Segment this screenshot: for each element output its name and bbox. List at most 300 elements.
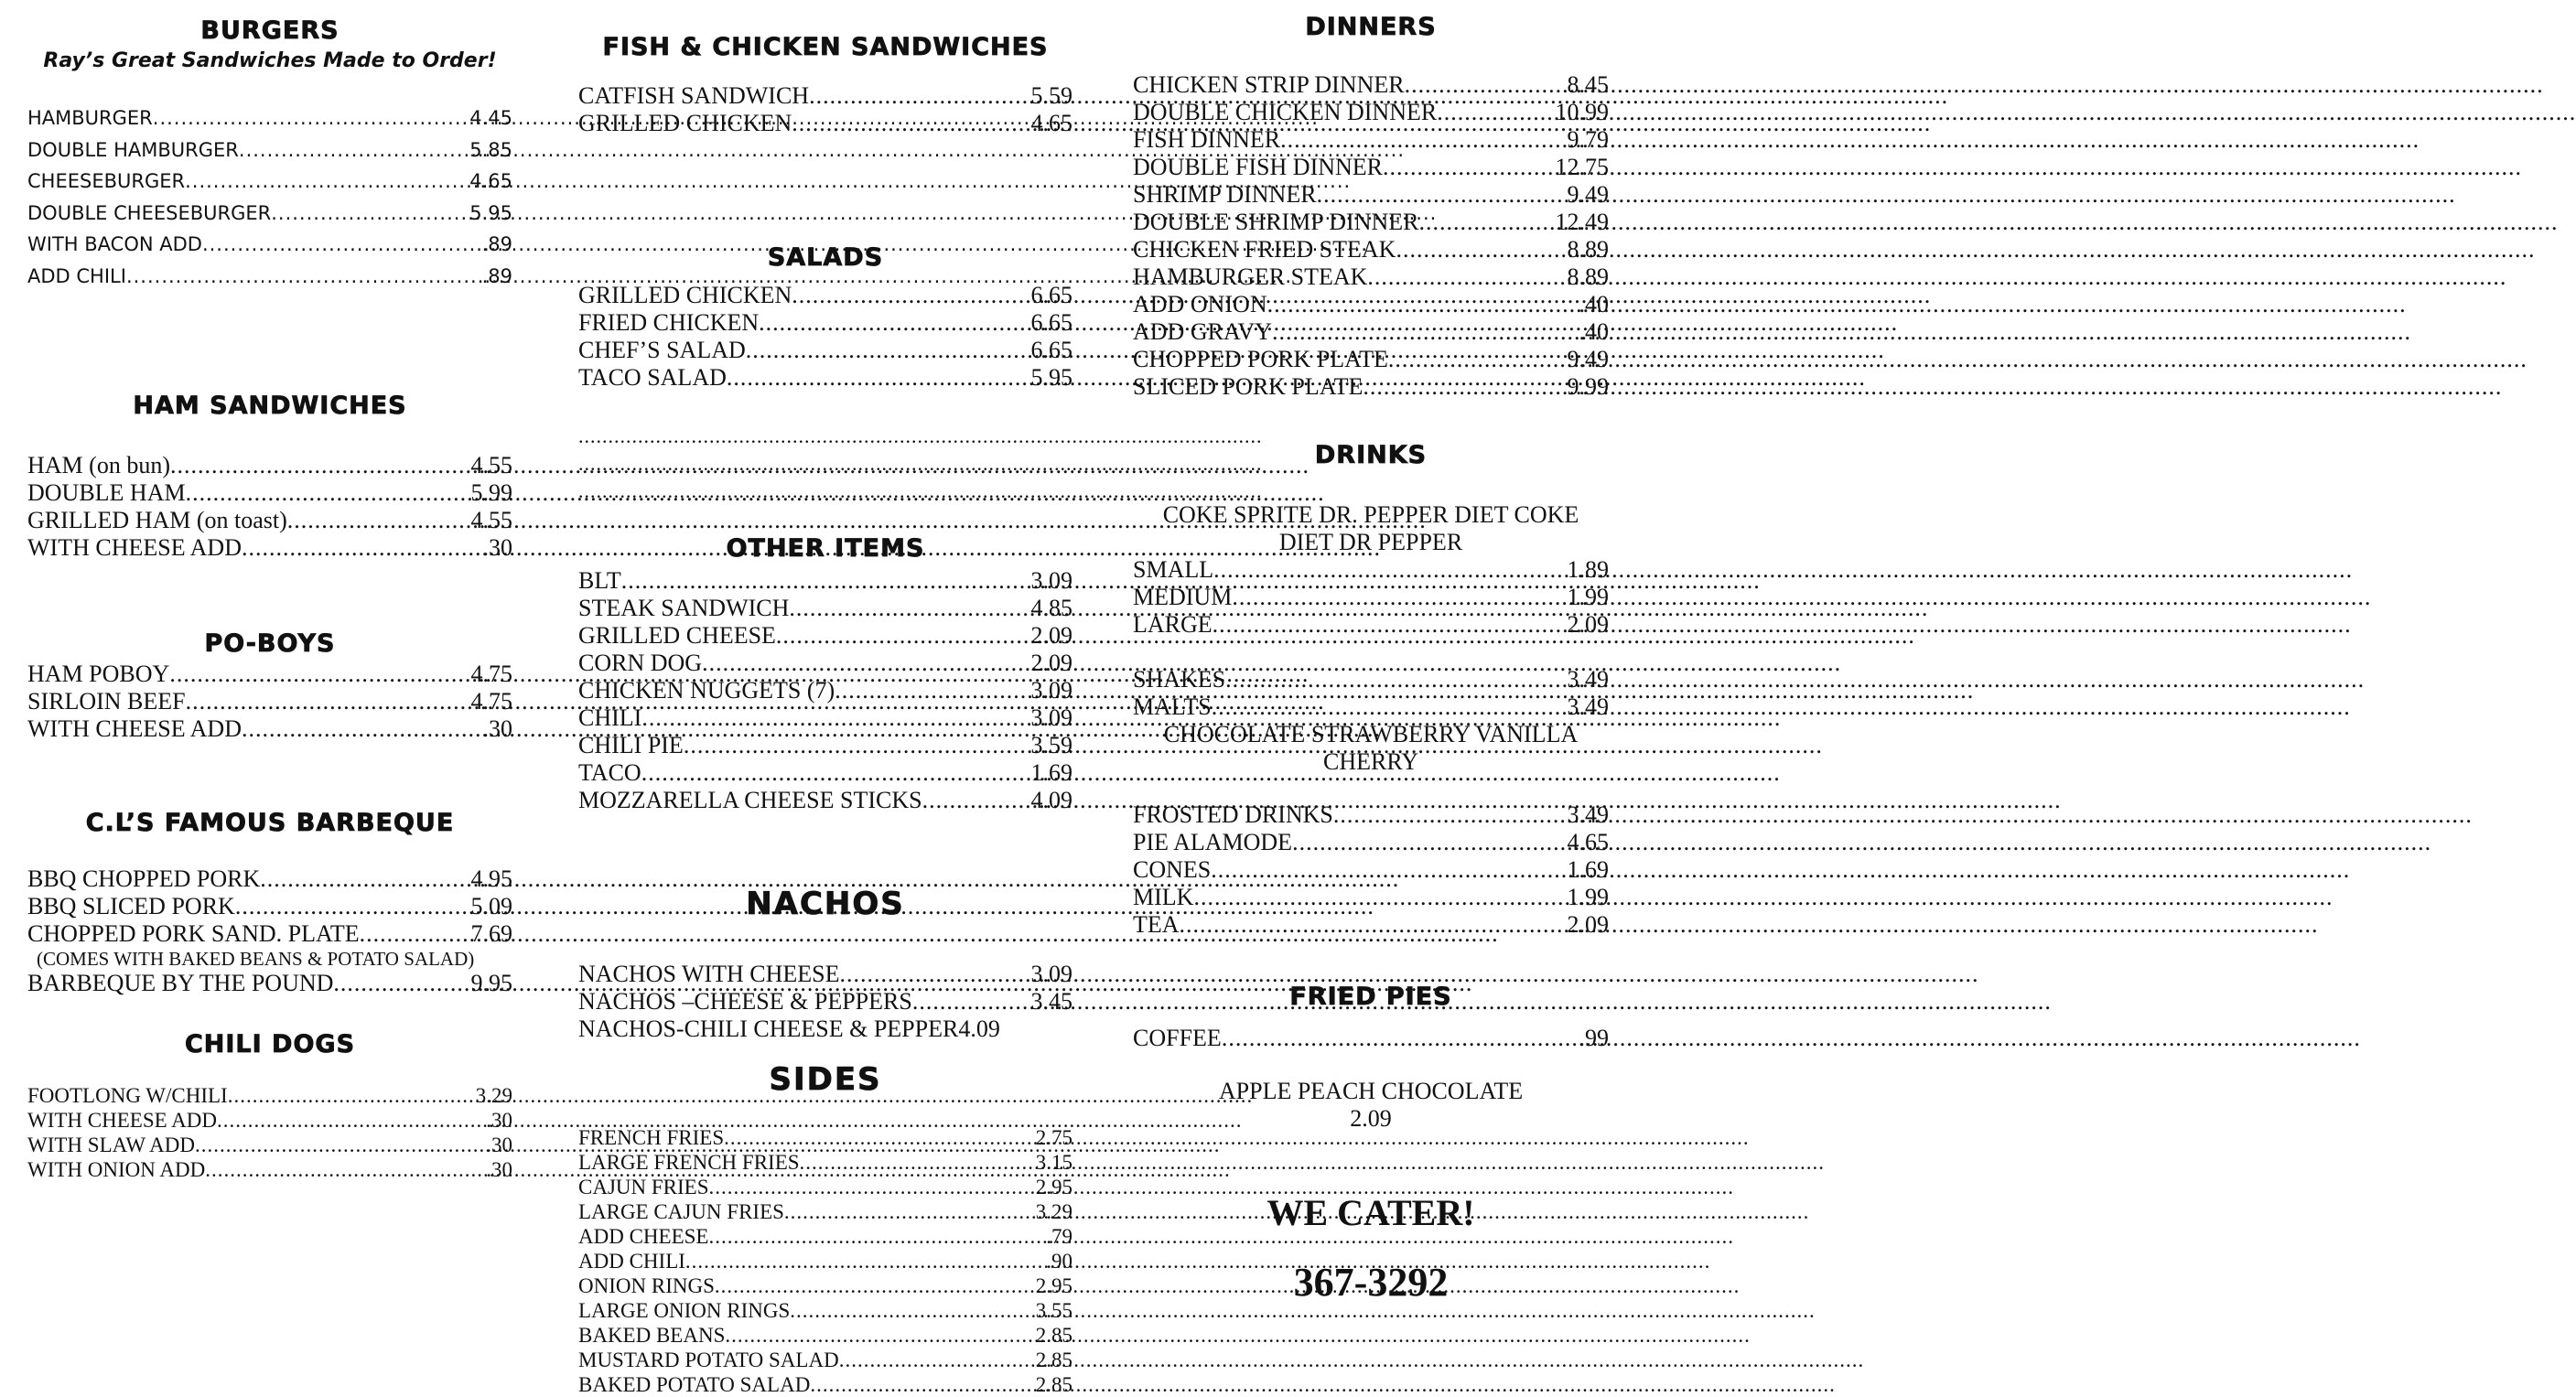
item-name: CHILI PIE [578,732,684,758]
item-price: 3.09 [1030,961,1072,987]
item-price: .40 [1579,291,1609,317]
item-price: 2.85 [1035,1324,1072,1347]
po-boys-section [27,629,512,743]
burgers-section [27,16,512,292]
item-price: 5.95 [1030,364,1072,391]
menu-item [27,198,512,230]
shake-flavors: CHOCOLATE STRAWBERRY VANILLA [1163,721,1579,747]
blank-dotted-lines [578,423,1263,505]
leader-dots [170,452,471,479]
item-name: STEAK SANDWICH [578,595,790,621]
item-price: .30 [486,1109,512,1132]
menu-item [1133,99,1609,126]
menu-item [27,688,512,715]
item-name: SIRLOIN BEEF [27,688,186,715]
leader-dots [715,1273,1036,1298]
leader-dots [1213,611,1568,639]
menu-item [578,82,1072,110]
item-name: ADD ONION [1133,291,1267,317]
fish-chicken-list [578,82,1072,137]
menu-item [1133,1025,1609,1052]
leader-dots [1437,99,1555,126]
leader-dots [835,677,1030,704]
menu-item [578,1016,1072,1043]
item-price: 3.49 [1567,693,1609,720]
item-name: ADD CHEESE [578,1225,709,1248]
menu-item [578,622,1072,650]
menu-item [27,970,512,997]
item-name: ADD CHILI [578,1250,685,1273]
menu-item [1133,318,1609,346]
other-items-heading: OTHER ITEMS [726,534,925,563]
item-name: LARGE CAJUN FRIES [578,1200,784,1223]
item-name: PIE ALAMODE [1133,829,1293,855]
leader-dots [784,1199,1036,1224]
item-name: BAKED POTATO SALAD [578,1373,811,1396]
leader-dots [1292,829,1567,856]
fried-pies-list [1133,1025,1609,1133]
item-name: HAMBURGER STEAK [1133,263,1368,290]
leader-dots [1211,856,1567,884]
leader-dots [239,134,469,167]
menu-item [1133,884,1609,911]
leader-dots [153,102,469,134]
leader-dots [790,1298,1035,1323]
item-price: 6.65 [1030,337,1072,363]
menu-item [578,732,1072,759]
leader-dots [708,1224,1046,1249]
menu-item [27,229,512,261]
pie-flavors: APPLE PEACH CHOCOLATE [1218,1078,1524,1104]
menu-item [578,1249,1072,1273]
item-price: .30 [482,715,512,742]
leader-dots [1225,666,1567,693]
menu-item [27,1133,512,1157]
leader-dots [1280,126,1567,154]
menu-item [27,865,512,893]
menu-item [578,595,1072,622]
item-name: CAJUN FRIES [578,1176,709,1198]
menu-item [578,1348,1072,1372]
leader-dots [912,988,1031,1016]
menu-item [578,364,1072,392]
menu-item [578,1125,1072,1150]
leader-dots [217,1108,486,1133]
menu-item [1133,829,1609,856]
leader-dots [800,1150,1036,1175]
item-price: 9.95 [470,970,512,996]
menu-item [1133,291,1609,318]
item-name: SHAKES [1133,666,1226,693]
item-name: NACHOS WITH CHEESE [578,961,840,987]
item-name: WITH SLAW ADD [27,1134,195,1156]
item-name: BARBEQUE BY THE POUND [27,970,334,996]
leader-dots [287,507,471,534]
leader-dots [126,261,482,293]
burgers-heading: BURGERS [200,16,340,45]
item-name: TACO SALAD [578,364,727,391]
menu-item [27,479,512,507]
item-price: 3.29 [475,1084,512,1107]
leader-dots [792,110,1030,137]
menu-item [27,715,512,743]
item-name: MOZZARELLA CHEESE STICKS [578,787,922,813]
menu-item [1133,611,1609,639]
menu-item [1133,556,1609,584]
item-price: 4.85 [1030,595,1072,621]
menu-item [27,134,512,167]
leader-dots [360,920,471,948]
dotted-line: ................................................................................................................... [578,424,1263,447]
leader-dots [922,787,1031,814]
leader-dots [702,650,1030,677]
leader-dots [169,661,470,688]
item-name: SLICED PORK PLATE [1133,373,1363,400]
menu-item [27,452,512,479]
item-name: WITH CHEESE ADD [27,1109,217,1132]
drinks-section [1133,441,1609,939]
item-price: 10.99 [1555,99,1609,125]
menu-item [1133,373,1609,401]
leader-dots [1213,556,1567,584]
leader-dots [1180,911,1568,939]
item-name: DOUBLE CHICKEN DINNER [1133,99,1438,125]
menu-item [578,1298,1072,1323]
item-name: CHICKEN STRIP DINNER [1133,71,1405,98]
menu-item [578,677,1072,704]
item-name: CATFISH SANDWICH [578,82,810,109]
item-price: .30 [486,1134,512,1156]
leader-dots [839,1348,1036,1372]
item-price: 4.75 [470,661,512,687]
item-name: FOOTLONG W/CHILI [27,1084,228,1107]
leader-dots [1367,263,1567,291]
dinners-section [1133,13,1609,401]
menu-item [27,1083,512,1108]
leader-dots [260,865,470,893]
item-name: SMALL [1133,556,1214,583]
item-name: MEDIUM [1133,584,1233,610]
item-name: FROSTED DRINKS [1133,801,1333,828]
item-price: 2.09 [1030,650,1072,676]
item-price: 3.45 [1030,988,1072,1015]
item-name: TEA [1133,911,1180,938]
item-name: HAMBURGER [27,107,153,129]
item-price: 1.69 [1030,759,1072,786]
leader-dots [685,1249,1046,1273]
menu-item [27,166,512,198]
item-name: COFFEE [1133,1025,1222,1051]
other-items-list [578,567,1072,814]
item-price: 4.95 [470,865,512,892]
leader-dots [1419,209,1556,236]
item-price: .30 [482,534,512,561]
item-name: CHEESEBURGER [27,170,186,192]
item-price: 6.65 [1030,309,1072,336]
item-price: 1.99 [1567,584,1609,610]
leader-dots [186,479,471,507]
item-name: ONION RINGS [578,1274,715,1297]
menu-item [578,1323,1072,1348]
menu-item [1133,666,1609,693]
item-name: NACHOS –CHEESE & PEPPERS [578,988,912,1015]
leader-dots [202,229,482,261]
item-price: 2.85 [1035,1373,1072,1396]
menu-item [578,282,1072,309]
leader-dots [195,1133,486,1157]
leader-dots [792,282,1030,309]
item-name: CHEF’S SALAD [578,337,746,363]
leader-dots [242,715,483,743]
leader-dots [1383,154,1556,181]
item-price: .90 [1046,1250,1072,1273]
item-price: 4.65 [469,170,512,192]
item-price: .40 [1579,318,1609,345]
item-price: 4.09 [1030,787,1072,813]
item-price: 9.49 [1567,346,1609,372]
shake-flavors-2: CHERRY [1322,748,1419,775]
item-name: SHRIMP DINNER [1133,181,1317,208]
soda-flavors: COKE SPRITE DR. PEPPER DIET COKE [1162,501,1579,528]
menu-item [1133,801,1609,829]
menu-item [578,567,1072,595]
leader-dots [621,567,1031,595]
item-price: 2.95 [1035,1274,1072,1297]
item-price: 3.49 [1567,801,1609,828]
menu-item [27,920,512,948]
item-price: 4.75 [470,688,512,715]
barbeque-section [27,809,512,997]
phone-number: 367-3292 [1293,1260,1449,1305]
leader-dots [684,732,1031,759]
menu-item [27,1108,512,1133]
item-name: DOUBLE HAMBURGER [27,138,239,161]
leader-dots [205,1157,486,1182]
item-price: 3.15 [1035,1151,1072,1174]
item-name: LARGE FRENCH FRIES [578,1151,800,1174]
item-name: WITH CHEESE ADD [27,534,242,561]
item-price: 4.65 [1567,829,1609,855]
leader-dots [1193,884,1567,911]
leader-dots [724,1125,1036,1150]
nachos-section [578,886,1072,1043]
drinks-heading: DRINKS [1314,441,1428,469]
item-name: TACO [578,759,641,786]
menu-item [1133,236,1609,263]
leader-dots [1405,71,1568,99]
item-price: 4.65 [1030,110,1072,136]
item-price: 3.49 [1567,666,1609,693]
menu-item [1133,154,1609,181]
item-price: 9.79 [1567,126,1609,153]
item-price: 6.65 [1030,282,1072,308]
item-price: .79 [1046,1225,1072,1248]
leader-dots [242,534,483,562]
item-name: FRIED CHICKEN [578,309,760,336]
menu-item [578,337,1072,364]
leader-dots [746,337,1031,364]
item-price: 2.95 [1035,1176,1072,1198]
item-name: BLT [578,567,621,594]
menu-item [27,534,512,562]
menu-item [578,1150,1072,1175]
dinners-heading: DINNERS [1305,13,1437,41]
item-price: 2.85 [1035,1349,1072,1371]
other-items-section [578,534,1072,814]
item-price: 3.55 [1035,1299,1072,1322]
item-name: BBQ CHOPPED PORK [27,865,261,892]
leader-dots [228,1083,476,1108]
menu-item [27,1157,512,1182]
fried-pies-section [1133,983,1609,1133]
item-price: 3.29 [1035,1200,1072,1223]
we-cater-text: WE CATER! [1266,1192,1475,1233]
chili-dogs-heading: CHILI DOGS [184,1030,356,1058]
menu-item [578,1372,1072,1397]
leader-dots [1212,693,1568,721]
leader-dots [1363,373,1567,401]
item-name: GRILLED CHEESE [578,622,776,649]
barbeque-note: (COMES WITH BAKED BEANS & POTATO SALAD) [37,948,475,970]
item-price: .30 [486,1158,512,1181]
leader-dots [1267,291,1579,318]
barbeque-heading: C.L’S FAMOUS BARBEQUE [85,809,455,837]
menu-item [1133,209,1609,236]
footer-section [1133,1191,1609,1305]
burgers-list [27,102,512,292]
menu-item [1133,263,1609,291]
dotted-line: ................................................................................................................... [578,452,1263,475]
item-price: 4.55 [470,507,512,533]
item-name: WITH ONION ADD [27,1158,206,1181]
item-name: ADD GRAVY [1133,318,1272,345]
ham-sandwiches-list [27,452,512,562]
menu-item [27,893,512,920]
menu-item [578,704,1072,732]
drinks-list [1133,501,1609,939]
menu-item [27,261,512,293]
menu-item [578,309,1072,337]
item-price: 8.89 [1567,236,1609,263]
item-price: .99 [1579,1025,1609,1051]
item-name: DOUBLE SHRIMP DINNER [1133,209,1419,235]
item-name: WITH CHEESE ADD [27,715,242,742]
menu-item [1133,71,1609,99]
burgers-subtitle: Ray’s Great Sandwiches Made to Order! [43,49,497,72]
sides-heading: SIDES [769,1061,882,1098]
menu-item [27,661,512,688]
menu-item [578,787,1072,814]
menu-item [578,988,1072,1016]
leader-dots [709,1175,1036,1199]
item-name: BBQ SLICED PORK [27,893,235,919]
item-name: WITH BACON ADD [27,233,202,255]
item-name: CHOPPED PORK SAND. PLATE [27,920,360,947]
leader-dots [186,688,471,715]
pie-price: 2.09 [1350,1105,1392,1132]
item-price: 12.49 [1555,209,1609,235]
leader-dots [725,1323,1035,1348]
sides-list [578,1125,1072,1397]
leader-dots [1333,801,1568,829]
menu-item [1133,693,1609,721]
item-name: MUSTARD POTATO SALAD [578,1349,839,1371]
item-price: 2.09 [1030,622,1072,649]
salads-list [578,282,1072,392]
item-name: GRILLED CHICKEN [578,282,792,308]
salads-section [578,243,1072,392]
item-price: 5.09 [470,893,512,919]
item-price: 3.09 [1030,567,1072,594]
leader-dots [235,893,471,920]
leader-dots [641,704,1030,732]
item-price: 9.49 [1567,181,1609,208]
item-name: CORN DOG [578,650,703,676]
item-price: 5.99 [470,479,512,506]
menu-item [578,650,1072,677]
item-price: 3.09 [1030,704,1072,731]
leader-dots [809,82,1030,110]
leader-dots [1396,236,1567,263]
leader-dots [776,622,1031,650]
item-price: 2.09 [1567,611,1609,638]
leader-dots [727,364,1031,392]
leader-dots [789,595,1030,622]
item-price: .89 [481,233,512,255]
po-boys-heading: PO-BOYS [204,629,336,658]
po-boys-list [27,661,512,743]
leader-dots [641,759,1031,787]
item-price: 1.89 [1567,556,1609,583]
item-name: FRENCH FRIES [578,1126,725,1149]
leader-dots [185,166,469,198]
nachos-list [578,961,1072,1043]
leader-dots [1232,584,1567,611]
leader-dots [759,309,1030,337]
chili-dogs-list [27,1083,512,1182]
menu-item [1133,856,1609,884]
leader-dots [1272,318,1579,346]
salads-heading: SALADS [767,243,884,272]
leader-dots [1222,1025,1579,1052]
leader-dots [333,970,470,997]
soda-flavors-2: DIET DR PEPPER [1278,529,1463,555]
menu-item [1133,584,1609,611]
item-name: CHOPPED PORK PLATE [1133,346,1388,372]
item-name: LARGE ONION RINGS [578,1299,791,1322]
spacer [1133,776,1609,801]
item-price: 2.09 [1567,911,1609,938]
item-name: GRILLED CHICKEN [578,110,792,136]
item-price: 5.95 [469,201,512,224]
item-name: MALTS [1133,693,1212,720]
ham-sandwiches-heading: HAM SANDWICHES [133,392,407,420]
spacer [1133,1052,1609,1078]
item-price: 3.59 [1030,732,1072,758]
item-price: 12.75 [1555,154,1609,180]
item-price: 5.59 [1030,82,1072,109]
fish-chicken-heading: FISH & CHICKEN SANDWICHES [602,33,1049,61]
item-price: .89 [481,264,512,287]
item-price: 1.69 [1567,856,1609,883]
spacer [1133,639,1609,666]
item-name: LARGE [1133,611,1213,638]
chili-dogs-section [27,1030,512,1182]
item-price: 4.55 [470,452,512,478]
item-price: 7.69 [470,920,512,947]
item-price: 5.85 [469,138,512,161]
item-name: MILK [1133,884,1194,910]
